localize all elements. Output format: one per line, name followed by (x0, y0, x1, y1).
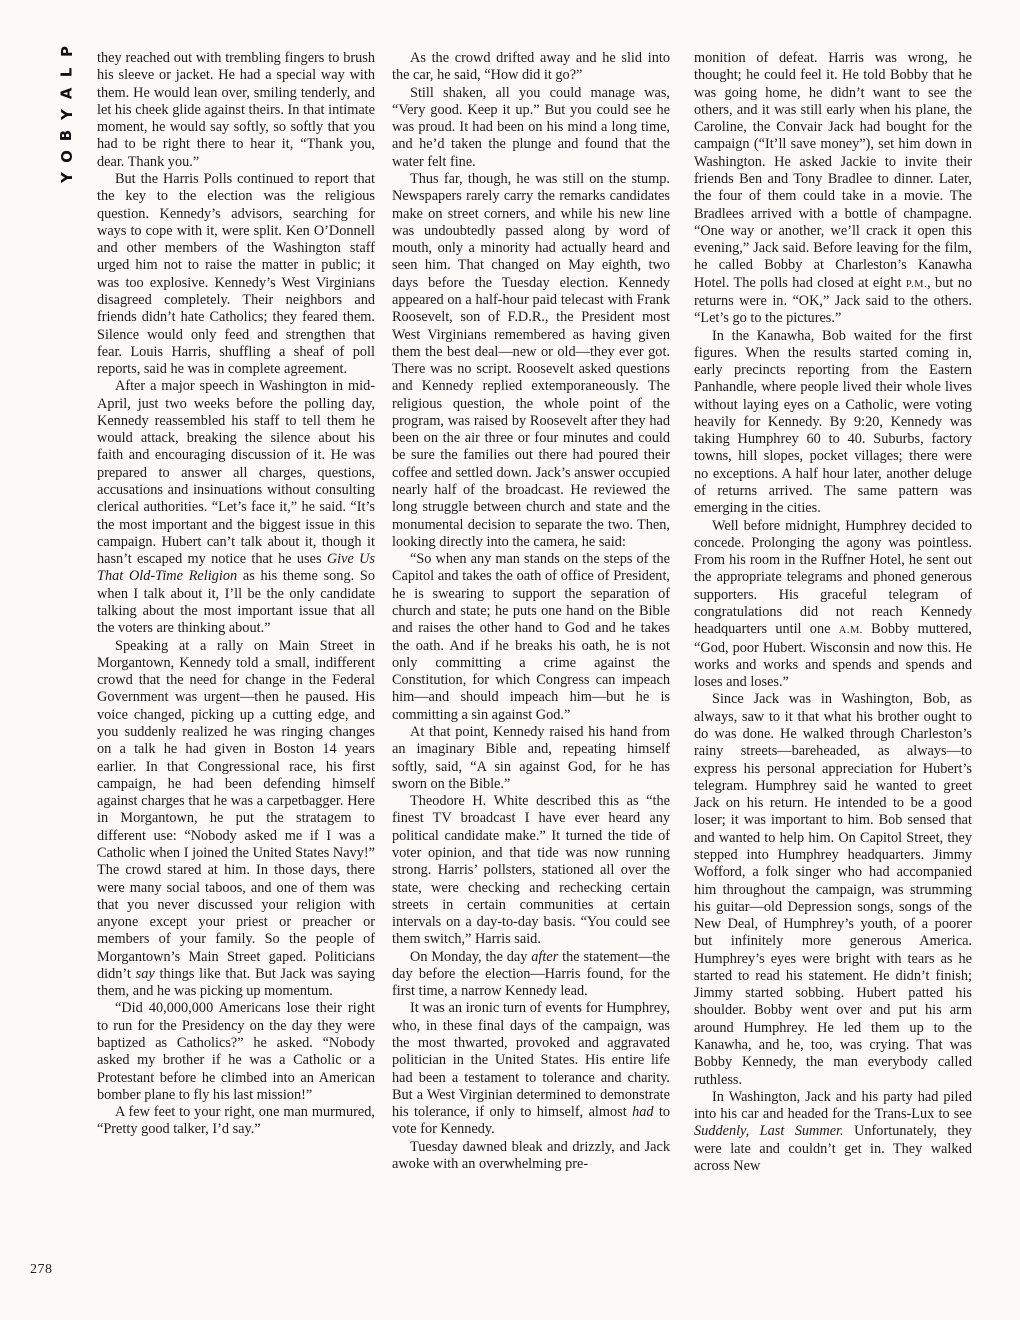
italic-text: Suddenly, Last Summer. (694, 1123, 844, 1140)
text-run: It was an ironic turn of events for Humphrey, who, in these final days of the campaign, was the most thwarted, provoked and aggravated politician in the United States. His entire life had been a testament to tolerance and charity. But a West Virginian determined to demonstrate his tolerance, if only to himself, almost (392, 1000, 670, 1121)
article-paragraph (392, 171, 670, 551)
text-run: But the Harris Polls continued to report that the key to the election was the religious question. Kennedy’s advisors, searching for ways to cope with it, were split. Ken O’Donnell and other members of the Washington staff urged him not to raise the matter in public; it was too explosive. Kennedy’s West Virginians disagreed completely. Their neighbors and friends didn’t hate Catholics; they feared them. Silence would only feed and strengthen that fear. Louis Harris, shuffling a sheaf of poll reports, said he was in complete agreement. (97, 170, 375, 378)
italic-text: had (632, 1104, 654, 1121)
spine-letter: Y (57, 172, 76, 183)
text-column-3 (694, 50, 972, 1300)
page-number: 278 (30, 1262, 53, 1277)
text-run: Well before midnight, Humphrey decided to concede. Prolonging the agony was pointless. From his room in the Ruffner Hotel, he sent out the appropriate telegrams and phoned generous supporters. His graceful telegram of congratulations did not reach Kennedy headquarters until one (694, 517, 972, 638)
article-paragraph (97, 638, 375, 1001)
article-paragraph (694, 518, 972, 692)
spine-letter: Y (57, 109, 76, 120)
text-run: On Monday, the day (410, 948, 532, 965)
text-run: Since Jack was in Washington, Bob, as always, saw to it that what his brother ought to do was done. He walked through Charleston’s rainy streets—bareheaded, as always—to express his personal appreciation for Hubert’s telegram. Humphrey said he wanted to greet Jack on his return. He intended to be a good loser; it was important to him. Bob sensed that and wanted to help him. On Capitol Street, they stepped into Humphrey headquarters. Jimmy Wofford, a folk singer who had accompanied him throughout the campaign, was strumming his guitar—old Depression songs, songs of the New Deal, of Humphrey’s youth, of a poorer but infinitely more generous America. Humphrey’s eyes were bright with tears as he started to read his statement. He didn’t finish; Jimmy started sobbing. Hubert patted his shoulder. Bobby went over and put his arm around Humphrey. He led them up to the Kanawha, and he, too, was crying. That was Bobby Kennedy, the man everybody called ruthless. (694, 691, 972, 1088)
text-column-1 (97, 50, 375, 1300)
text-run: Theodore H. White described this as “the finest TV broadcast I have ever heard any political candidate make.” It turned the tide of voter opinion, and that tide was now running strong. Harris’ pollsters, stationed all over the state, were checking and rechecking certain streets in certain communities at certain intervals on a day-to-day basis. “You could see them switch,” Harris said. (392, 793, 670, 948)
text-run: In the Kanawha, Bob waited for the first figures. When the results started coming in, early precincts reporting from the Eastern Panhandle, where people lived their whole lives without laying eyes on a Catholic, were voting heavily for Kennedy. By 9:20, Kennedy was taking Humphrey 60 to 40. Suburbs, factory towns, hill slopes, pocket villages; there were no exceptions. A half hour later, another deluge of returns arrived. The same pattern was emerging in the cities. (694, 327, 972, 517)
text-run: monition of defeat. Harris was wrong, he thought; he could feel it. He told Bobby that he was going home, he didn’t want to see the others, and it was still early when his plane, the Caroline, the Convair Jack had bought for the campaign (“It’ll save money”), set him down in Washington. He asked Jackie to invite their friends Ben and Tony Bradlee to dinner. Later, the four of them could take in a movie. The Bradlees arrived with a bottle of champagne. “One way or another, we’ll crack it open this evening,” Jack said. Before leaving for the film, he called Bobby at Charleston’s Kanawha Hotel. The polls had closed at eight (694, 50, 972, 291)
text-run: Thus far, though, he was still on the stump. Newspapers rarely carry the remarks candidates make on street corners, and while his new line was undoubtedly passed along by word of mouth, only a minority had actually heard and seen him. That changed on May eighth, two days before the Tuesday election. Kennedy appeared on a half-hour paid telecast with Frank Roosevelt, son of F.D.R., the President most West Virginians remembered as having given them the best deal—new or old—they ever got. There was no script. Roosevelt asked questions and Kennedy replied extemporaneously. The religious question, the whole point of the program, was raised by Roosevelt after they had been on the air three or four minutes and could be sure the families out there had poured their coffee and settled down. Jack’s answer occupied nearly half of the broadcast. He reviewed the long struggle between church and state and the monumental decision to separate the two. Then, looking directly into the camera, he said: (392, 170, 670, 550)
text-run: Still shaken, all you could manage was, “Very good. Keep it up.” But you could see he was proud. It had been on his mind a long time, and he’d taken the plunge and found that the water felt fine. (392, 84, 670, 170)
text-run: P.M. (905, 278, 928, 290)
article-paragraph (694, 328, 972, 518)
spine-letter: P (57, 46, 76, 57)
text-run: A few feet to your right, one man murmured, “Pretty good talker, I’d say.” (97, 1104, 375, 1138)
text-run: Speaking at a rally on Main Street in Morgantown, Kennedy told a small, indifferent crowd that the need for change in the Federal Government was urgent—then he paused. His voice changed, picking up a cutting edge, and you suddenly realized he was ringing changes on a talk he had given in Boston 14 years earlier. In that Congressional race, his first campaign, he had been defending himself against charges that he was a carpetbagger. Here in Morgantown, he put the stratagem to different use: “Nobody asked me if I was a Catholic when I joined the United States Navy!” The crowd stared at him. In those days, there were many social taboos, and one of them was that you never discussed your religion with anyone except your priest or preacher or members of your family. So the people of Morgantown’s Main Street gaped. Politicians didn’t (97, 637, 375, 982)
magazine-spine-title (52, 44, 82, 191)
article-paragraph (97, 171, 375, 378)
italic-text: Give Us That Old-Time Religion (97, 551, 375, 585)
text-run: Bobby muttered, “God, poor Hubert. Wisconsin and now this. He works and works and spends and spends and loses and loses.” (694, 621, 972, 691)
article-paragraph (392, 793, 670, 949)
article-paragraph (392, 1139, 670, 1174)
article-paragraph (392, 724, 670, 793)
article-paragraph (694, 691, 972, 1088)
text-run: the statement—the day before the election—Harris found, for the first time, a narrow Kennedy lead. (392, 948, 670, 1000)
text-column-2 (392, 50, 670, 1300)
article-paragraph (392, 85, 670, 171)
spine-letter: A (57, 87, 76, 100)
article-paragraph (694, 50, 972, 328)
text-run: , but no returns were in. “OK,” Jack said to the others. “Let’s go to the pictures.” (694, 274, 972, 327)
text-run: Tuesday dawned bleak and drizzly, and Jack awoke with an overwhelming pre- (392, 1138, 670, 1172)
article-paragraph (392, 551, 670, 724)
article-paragraph (392, 949, 670, 1001)
article-paragraph (97, 50, 375, 171)
italic-text: say (135, 965, 155, 982)
text-run: “So when any man stands on the steps of the Capitol and takes the oath of office of President, he is swearing to support the separation of church and state; he puts one hand on the Bible and raises the other hand to God and he takes the oath. And if he breaks his oath, he is not only committing a crime against the Constitution, for which Congress can impeach him—and should impeach him—but he is committing a sin against God.” (392, 551, 670, 723)
text-run: “Did 40,000,000 Americans lose their right to run for the Presidency on the day they were baptized as Catholics?” he asked. “Nobody asked my brother if he was a Catholic or a Protestant before he climbed into an American bomber plane to fly his last mission!” (97, 1000, 375, 1103)
text-run: A.M. (838, 625, 863, 637)
italic-text: after (531, 948, 559, 965)
article-paragraph (97, 378, 375, 637)
text-run: At that point, Kennedy raised his hand from an imaginary Bible and, repeating himself softly, said, “A sin against God, for he has sworn on the Bible.” (392, 723, 670, 792)
spine-letter: B (57, 129, 76, 142)
text-run: In Washington, Jack and his party had piled into his car and headed for the Trans-Lux to see (694, 1088, 972, 1123)
spine-letter: L (57, 67, 76, 78)
article-paragraph (694, 1089, 972, 1175)
article-paragraph (97, 1000, 375, 1104)
text-run: they reached out with trembling fingers to brush his sleeve or jacket. He had a special way with them. He would lean over, smiling tenderly, and let his cheek glide against theirs. In that intimate moment, he would say softly, so softly that you had to be right there to hear it, “Thank you, dear. Thank you.” (97, 50, 375, 170)
text-run: things like that. But Jack was saying them, and he was picking up momentum. (97, 965, 375, 1000)
text-run: After a major speech in Washington in mid-April, just two weeks before the polling day, Kennedy reassembled his staff to tell them he would attack, breaking the silence about his faith and encouraging discussion of it. He was prepared to answer all charges, questions, accusations and insinuations without consulting clerical authorities. “Let’s face it,” he said. “It’s the most important and the biggest issue in this campaign. Hubert can’t talk about it, though it hasn’t escaped my notice that he uses (97, 378, 375, 568)
text-run: Unfortunately, they were late and couldn’t get in. They walked across New (694, 1123, 972, 1174)
article-paragraph (392, 1000, 670, 1138)
article-paragraph (97, 1104, 375, 1139)
spine-letter: O (57, 150, 76, 163)
text-run: As the crowd drifted away and he slid into the car, he said, “How did it go?” (392, 50, 670, 84)
text-run: to vote for Kennedy. (392, 1104, 670, 1138)
article-paragraph (392, 50, 670, 85)
text-run: as his theme song. So when I talk about it, I’ll be the only candidate talking about the most important issue that all the voters are thinking about.” (97, 568, 375, 637)
